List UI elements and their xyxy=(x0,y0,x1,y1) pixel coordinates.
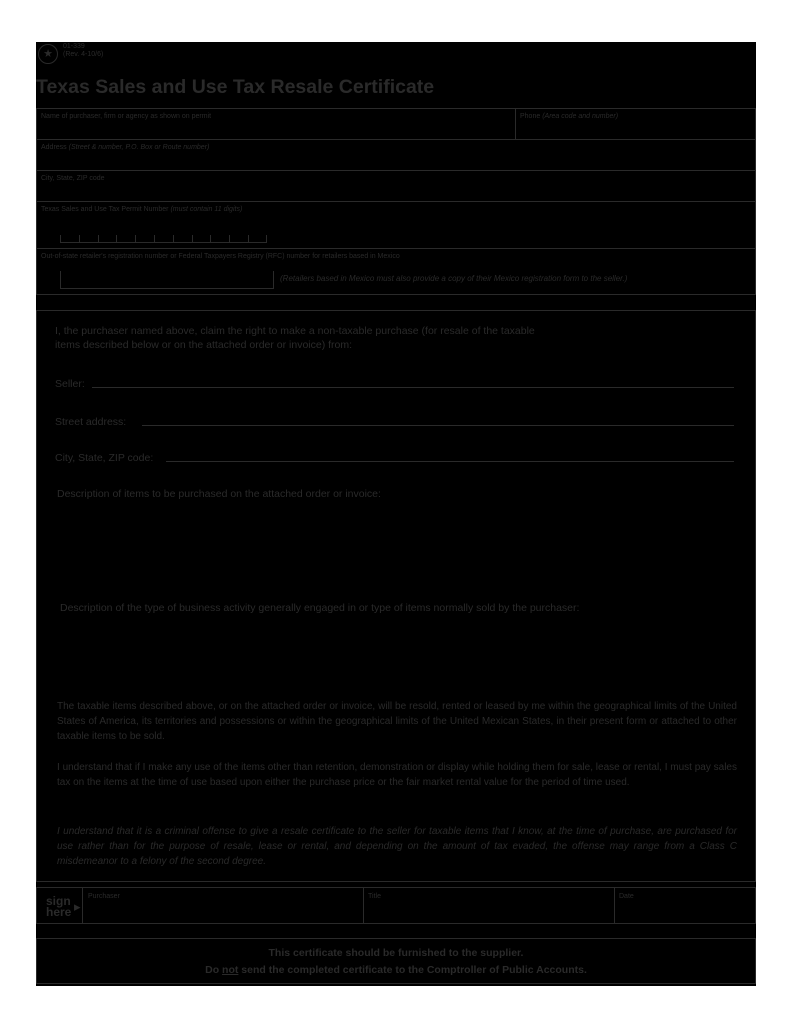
sign-here-marker: sign here xyxy=(46,894,72,919)
criminal-offense-paragraph: I understand that it is a criminal offense to give a resale certificate to the seller for taxable items that I know, at the time of purchase, are purchased for use rather than for the purpose of resale, lease or rental, and depending on the amount of tax evaded, the offense may range from a Class C misdemeanor to a felony of the second degree. xyxy=(57,826,737,867)
footer-line2: Do not send the completed certificate to the Comptroller of Public Accounts. xyxy=(205,964,587,976)
resale-statement-paragraph: The taxable items described above, or on the attached order or invoice, will be resold, rented or leased by me within the geographical limits of the United States of America, its territories and possessions or within the geographical limits of the United Mexican States, in their present form or attached to other taxable items to be sold. xyxy=(57,701,737,742)
date-field[interactable] xyxy=(619,904,751,922)
use-tax-paragraph: I understand that if I make any use of the items other than retention, demonstration or display while holding them for sale, lease or rental, I must pay sales tax on the items at the time of use based upon either the purchase price or the fair market rental value for the period of time used. xyxy=(57,762,737,788)
items-description-area[interactable] xyxy=(57,504,737,594)
city-state-zip-field[interactable] xyxy=(41,184,751,200)
items-description-label: Description of items to be purchased on the attached order or invoice: xyxy=(57,488,381,500)
business-activity-label: Description of the type of business activity generally engaged in or type of items normally sold by the purchaser: xyxy=(60,602,580,614)
title-label: Title xyxy=(368,893,381,900)
permit-number-label: Texas Sales and Use Tax Permit Number (must contain 11 digits) xyxy=(41,206,243,213)
title-field[interactable] xyxy=(368,904,608,922)
claim-intro-line2: items described below or on the attached order or invoice) from: xyxy=(55,339,353,351)
seller-city-line[interactable] xyxy=(166,461,734,462)
form-title: Texas Sales and Use Tax Resale Certificate xyxy=(36,76,435,98)
seller-street-label: Street address: xyxy=(55,416,127,428)
seller-street-line[interactable] xyxy=(142,425,734,426)
seller-city-label: City, State, ZIP code: xyxy=(55,452,154,464)
permit-number-digits-field[interactable] xyxy=(60,225,267,243)
rfc-number-field[interactable] xyxy=(60,271,274,289)
claim-intro-line1: I, the purchaser named above, claim the right to make a non-taxable purchase (for resale of the taxable xyxy=(55,325,535,337)
seller-line[interactable] xyxy=(92,387,734,388)
claim-box xyxy=(36,310,756,882)
purchaser-signature-label: Purchaser xyxy=(88,893,120,900)
sign-arrow-icon: ▸ xyxy=(74,899,81,914)
form-number-block xyxy=(63,43,103,59)
seller-label: Seller: xyxy=(55,378,85,390)
address-label: Address (Street & number, P.O. Box or Route number) xyxy=(41,144,210,151)
purchaser-name-label: Name of purchaser, firm or agency as shown on permit xyxy=(41,113,212,120)
comptroller-seal-icon: ★ xyxy=(38,44,58,64)
form-revision: (Rev. 4-10/6) xyxy=(63,51,104,58)
date-label: Date xyxy=(619,893,634,900)
city-state-zip-label: City, State, ZIP code xyxy=(41,175,105,182)
purchaser-signature-field[interactable] xyxy=(88,904,358,922)
phone-field[interactable] xyxy=(520,122,750,138)
rfc-mexico-note: (Retailers based in Mexico must also provide a copy of their Mexico registration form to the seller.) xyxy=(280,274,628,283)
purchaser-name-field[interactable] xyxy=(41,122,511,138)
resale-certificate-form xyxy=(36,42,756,986)
business-activity-area[interactable] xyxy=(60,618,740,698)
address-field[interactable] xyxy=(41,153,751,169)
phone-label: Phone (Area code and number) xyxy=(520,113,619,120)
footer-line1: This certificate should be furnished to the supplier. xyxy=(268,947,524,959)
form-number: 01-339 xyxy=(63,43,85,50)
rfc-number-label: Out-of-state retailer's registration number or Federal Taxpayers Registry (RFC) number for retailers based in Mexico xyxy=(41,253,400,260)
